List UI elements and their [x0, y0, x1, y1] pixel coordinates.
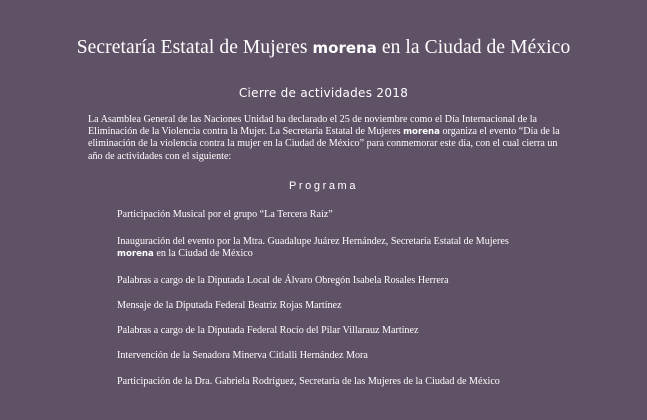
program-item — [117, 376, 542, 388]
intro-text-2: organiza el evento “Día de la eliminación de la violencia contra la mujer en la Ciudad de México” para conmemorar este día, con el cual cierra un año de actividades con el siguiente: — [88, 126, 560, 162]
program-item — [117, 275, 542, 287]
program-item-text: Mensaje de la Diputada Federal Beatriz Rojas Martínez — [117, 300, 342, 311]
program-heading: Programa — [288, 180, 359, 192]
page-title — [0, 37, 647, 59]
intro-text-1: La Asamblea General de las Naciones Unidad ha declarado el 25 de noviembre como el Día Internacional de la Eliminación de la Violencia contra la Mujer. La Secretaría Estatal de Mujeres — [88, 114, 537, 138]
program-item-text: Palabras a cargo de la Diputada Federal Rocío del Pilar Villarauz Martínez — [117, 325, 419, 336]
program-item-text: Participación Musical por el grupo “La Tercera Raíz” — [117, 209, 333, 220]
event-subtitle: Cierre de actividades 2018 — [238, 86, 409, 100]
program-item-text-after: en la Ciudad de México — [156, 248, 253, 260]
program-item — [117, 209, 542, 221]
brand-name: morena — [312, 39, 377, 57]
program-item-text: Inauguración del evento por la Mtra. Guadalupe Juárez Hernández, Secretaría Estatal de Mujeres — [117, 236, 509, 247]
title-suffix: en la Ciudad de México — [381, 37, 571, 58]
program-item-text: Participación de la Dra. Gabriela Rodríguez, Secretaría de las Mujeres de la Ciudad de México — [117, 376, 500, 387]
program-item — [117, 236, 542, 261]
program-item-text: Intervención de la Senadora Minerva Citlalli Hernández Mora — [117, 350, 368, 361]
title-prefix: Secretaría Estatal de Mujeres — [76, 37, 308, 58]
program-item — [117, 300, 542, 312]
intro-paragraph — [88, 114, 568, 163]
program-item-text: Palabras a cargo de la Diputada Local de Álvaro Obregón Isabela Rosales Herrera — [117, 275, 449, 286]
program-item — [117, 350, 542, 362]
program-item — [117, 325, 542, 337]
intro-brand-name: morena — [403, 127, 440, 138]
program-item-brand: morena — [117, 249, 154, 260]
